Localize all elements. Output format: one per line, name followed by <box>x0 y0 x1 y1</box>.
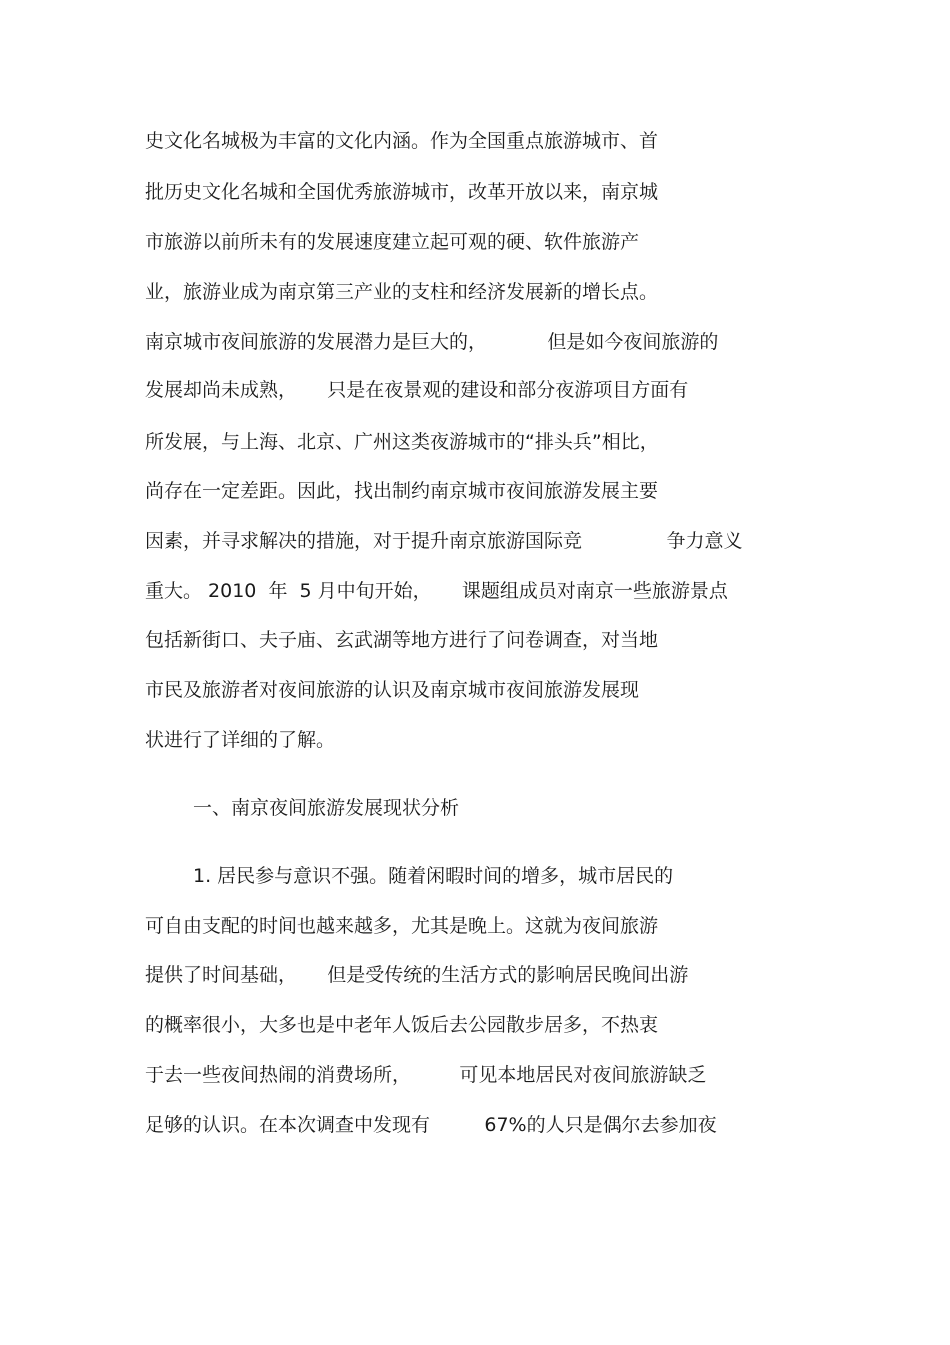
text-line: 批历史文化名城和全国优秀旅游城市，改革开放以来，南京城 <box>145 181 659 203</box>
text-line: 包括新街口、夫子庙、玄武湖等地方进行了问卷调查，对当地 <box>145 629 659 651</box>
section-heading: 一、南京夜间旅游发展现状分析 <box>193 797 460 819</box>
text-line: 重大。 2010 年 5 月中旬开始， 课题组成员对南京一些旅游景点 <box>145 580 728 602</box>
text-line: 的概率很小，大多也是中老年人饭后去公园散步居多，不热衷 <box>145 1014 659 1036</box>
text-line: 所发展，与上海、北京、广州这类夜游城市的“排头兵”相比， <box>145 431 659 453</box>
text-line: 状进行了详细的了解。 <box>145 729 336 751</box>
text-line: 尚存在一定差距。因此，找出制约南京城市夜间旅游发展主要 <box>145 480 659 502</box>
text-line: 南京城市夜间旅游的发展潜力是巨大的， 但是如今夜间旅游的 <box>145 331 719 353</box>
text-line: 史文化名城极为丰富的文化内涵。作为全国重点旅游城市、首 <box>145 130 659 152</box>
text-line: 可自由支配的时间也越来越多，尤其是晚上。这就为夜间旅游 <box>145 915 659 937</box>
text-line: 市民及旅游者对夜间旅游的认识及南京城市夜间旅游发展现 <box>145 679 640 701</box>
text-line: 市旅游以前所未有的发展速度建立起可观的硬、软件旅游产 <box>145 231 640 253</box>
text-line: 因素，并寻求解决的措施，对于提升南京旅游国际竞 争力意义 <box>145 530 743 552</box>
text-line: 业，旅游业成为南京第三产业的支柱和经济发展新的增长点。 <box>145 281 659 303</box>
text-line: 发展却尚未成熟， 只是在夜景观的建设和部分夜游项目方面有 <box>145 379 689 401</box>
text-line: 1. 居民参与意识不强。随着闲暇时间的增多，城市居民的 <box>193 865 674 887</box>
text-line: 提供了时间基础， 但是受传统的生活方式的影响居民晚间出游 <box>145 964 689 986</box>
text-line: 于去一些夜间热闹的消费场所， 可见本地居民对夜间旅游缺乏 <box>145 1064 707 1086</box>
text-line: 足够的认识。在本次调查中发现有 67%的人只是偶尔去参加夜 <box>145 1114 717 1136</box>
